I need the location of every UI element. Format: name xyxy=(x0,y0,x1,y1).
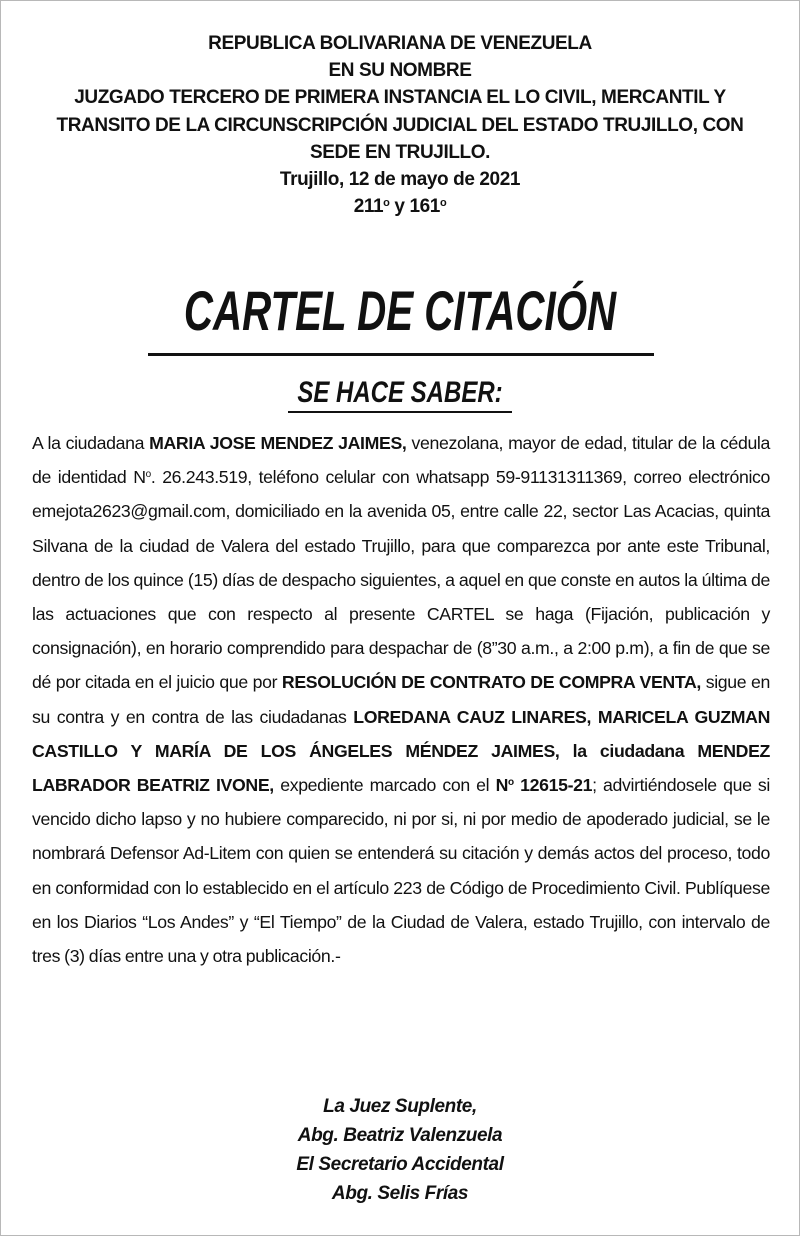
body-bold: RESOLUCIÓN DE CONTRATO DE COMPRA VENTA, xyxy=(281,672,701,693)
header-line: EN SU NOMBRE xyxy=(328,60,472,82)
signature-line: La Juez Suplente, xyxy=(323,1096,477,1117)
heading-underline xyxy=(288,411,512,413)
page-title: CARTEL DE CITACIÓN xyxy=(183,279,617,342)
notice-body xyxy=(32,426,770,973)
body-bold: LOREDANA CAUZ LINARES, MARICELA GUZMAN CASTILLO Y MARÍA DE LOS ÁNGELES MÉNDEZ JAIMES, la ciudadana MENDEZ LABRADOR BEATRIZ IVONE, xyxy=(32,706,770,796)
years-b: 161 xyxy=(409,196,440,218)
body-bold: MARIA JOSE MENDEZ JAIMES, xyxy=(149,433,407,453)
header-line: TRANSITO DE LA CIRCUNSCRIPCIÓN JUDICIAL DEL ESTADO TRUJILLO, CON xyxy=(56,114,744,136)
signature-line: Abg. Selis Frías xyxy=(331,1183,469,1204)
ordinal-mark: o xyxy=(145,469,151,481)
header-line: JUZGADO TERCERO DE PRIMERA INSTANCIA EL LO CIVIL, MERCANTIL Y xyxy=(74,87,726,109)
body-text: . 26.243.519, teléfono celular con whatsapp 59-91131311369, correo electrónico emejota2623@gmail.com, domiciliado en la avenida 05, entre calle 22, sector Las Acacias, quinta Silvana de la ciudad de Valera del estado Trujillo, para que comparezca por ante este Tribunal, dentro de los quince (15) días de despacho siguientes, a aquel en que conste en autos la última de las actuaciones que con respecto al presente CARTEL se haga (Fijación, publicación y consignación), en horario comprendido para despachar de (8”30 a.m., a 2:00 p.m), a fin de que se dé por citada en el juicio que por xyxy=(32,467,771,693)
years-sep: y xyxy=(394,196,405,218)
signature-line: El Secretario Accidental xyxy=(296,1154,504,1175)
title-underline xyxy=(148,353,654,356)
header-line: REPUBLICA BOLIVARIANA DE VENEZUELA xyxy=(208,33,592,54)
document-header xyxy=(20,30,780,220)
case-number: 12615-21 xyxy=(513,775,593,796)
body-bold xyxy=(496,775,593,795)
body-text: A la ciudadana xyxy=(32,433,150,453)
degree-mark: o xyxy=(439,197,447,210)
body-text: expediente marcado con el xyxy=(273,775,496,796)
ordinal-mark: o xyxy=(508,777,514,789)
header-line: SEDE EN TRUJILLO. xyxy=(309,141,491,163)
header-date: Trujillo, 12 de mayo de 2021 xyxy=(279,169,521,191)
case-number-prefix: N xyxy=(495,775,509,796)
body-text: venezolana, mayor de edad, titular de la cédula de identidad N xyxy=(32,433,770,488)
body-text: ; advirtiéndosele que si vencido dicho lapso y no hubiere comparecido, ni por si, ni por medio de apoderado judicial, se le nombrará Defensor Ad-Litem con quien se entenderá su citación y demás actos del proceso, todo en conformidad con lo establecido en el artículo 223 de Código de Procedimiento Civil. Publíquese en los Diarios “Los Andes” y “El Tiempo” de la Ciudad de Valera, estado Trujillo, con intervalo de tres (3) días entre una y otra publicación.- xyxy=(32,775,771,967)
years-a: 211 xyxy=(353,196,384,218)
signature-block xyxy=(0,1092,800,1208)
degree-mark: o xyxy=(383,197,390,210)
section-heading: SE HACE SABER: xyxy=(297,376,503,409)
body-text: sigue en su contra y en contra de las ciudadanas xyxy=(32,672,770,727)
signature-line: Abg. Beatriz Valenzuela xyxy=(297,1125,503,1146)
header-years xyxy=(20,193,780,220)
